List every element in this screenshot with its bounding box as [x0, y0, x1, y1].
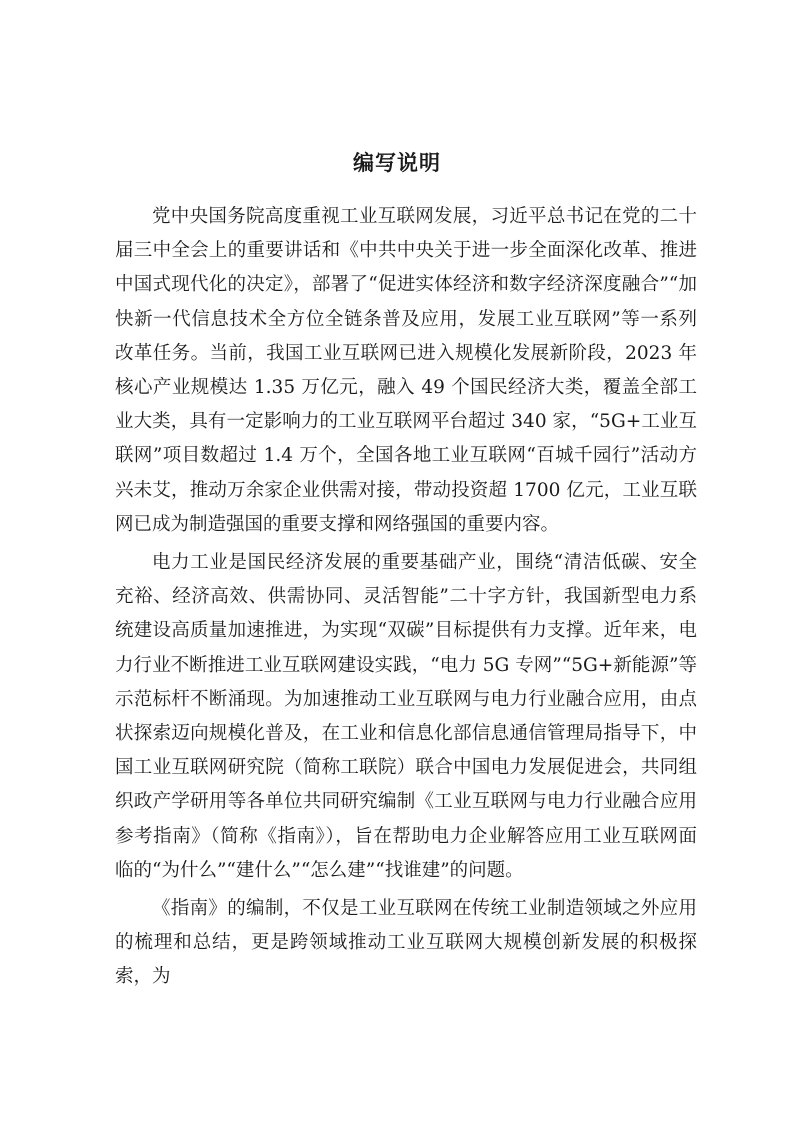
- document-body: [115, 200, 697, 999]
- page-title: 编写说明: [353, 151, 441, 175]
- paragraph-guide-significance: 《指南》的编制，不仅是工业互联网在传统工业制造领域之外应用的梳理和总结，更是跨领域推动工业互联网大规模创新发展的积极探索，为: [115, 898, 697, 988]
- paragraph-power-industry: 电力工业是国民经济发展的重要基础产业，围绕“清洁低碳、安全充裕、经济高效、供需协同、灵活智能”二十字方针，我国新型电力系统建设高质量加速推进，为实现“双碳”目标提供有力支撑。近年来，电力行业不断推进工业互联网建设实践，“电力 5G 专网”“5G+新能源”等示范标杆不断涌现。为加速推动工业互联网与电力行业融合应用，由点状探索迈向规模化普及，在工业和信息化部信息通信管理局指导下，中国工业互联网研究院（简称工联院）联合中国电力发展促进会，共同组织政产学研用等各单位共同研究编制《工业互联网与电力行业融合应用参考指南》（简称《指南》），旨在帮助电力企业解答应用工业互联网面临的“为什么”“建什么”“怎么建”“找谁建”的问题。: [115, 552, 697, 881]
- paragraph-industrial-internet-overview: 党中央国务院高度重视工业互联网发展，习近平总书记在党的二十届三中全会上的重要讲话和《中共中央关于进一步全面深化改革、推进中国式现代化的决定》，部署了“促进实体经济和数字经济深度融合”“加快新一代信息技术全方位全链条普及应用，发展工业互联网”等一系列改革任务。当前，我国工业互联网已进入规模化发展新阶段，2023 年核心产业规模达 1.35 万亿元，融入 49 个国民经济大类，覆盖全部工业大类，具有一定影响力的工业互联网平台超过 340 家，“5G+工业互联网”项目数超过 1.4 万个，全国各地工业互联网“百城千园行”活动方兴未艾，推动万余家企业供需对接，带动投资超 1700 亿元，工业互联网已成为制造强国的重要支撑和网络强国的重要内容。: [115, 206, 697, 535]
